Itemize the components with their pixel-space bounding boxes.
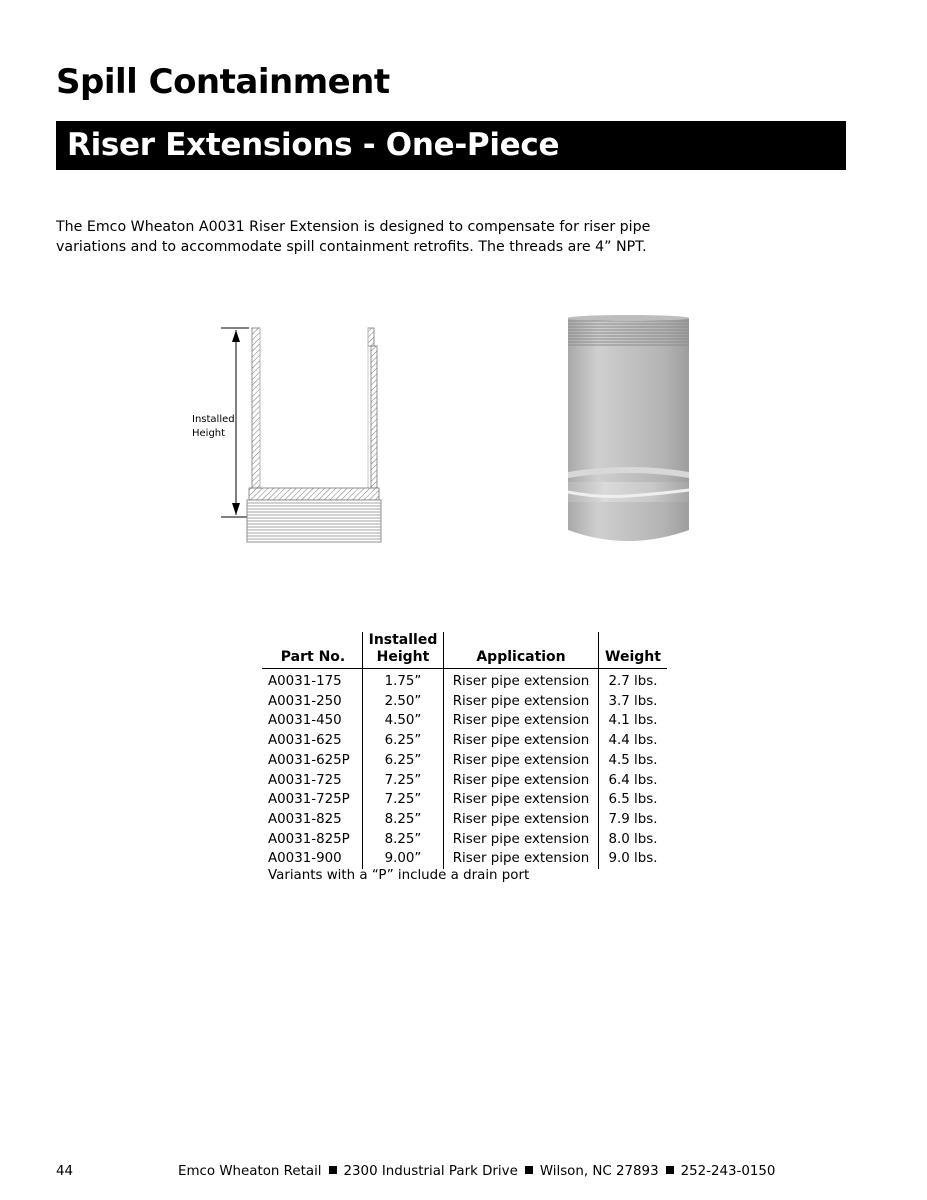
header-weight: Weight xyxy=(599,632,668,669)
installed-height: 6.25” xyxy=(363,751,444,771)
table-row xyxy=(262,849,667,869)
table-row xyxy=(262,830,667,850)
footer-street: 2300 Industrial Park Drive xyxy=(343,1164,518,1179)
table-row xyxy=(262,669,667,692)
header-application: Application xyxy=(444,632,599,669)
header-height-line-1: Installed xyxy=(368,632,438,648)
footer-city: Wilson, NC 27893 xyxy=(539,1164,659,1179)
part-no: A0031-825 xyxy=(268,811,342,827)
weight: 6.5 lbs. xyxy=(599,790,668,810)
part-no: A0031-175 xyxy=(268,674,342,689)
section-title: Spill Containment xyxy=(56,62,390,102)
application: Riser pipe extension xyxy=(444,849,599,869)
part-no: A0031-725P xyxy=(268,792,350,808)
installed-label: Installed xyxy=(192,414,235,425)
part-no: A0031-625 xyxy=(268,733,342,749)
drain-port-note: Variants with a “P” include a drain port xyxy=(268,868,530,883)
table-row xyxy=(262,790,667,810)
page-number: 44 xyxy=(56,1164,74,1179)
separator-square-icon xyxy=(666,1166,674,1174)
weight: 9.0 lbs. xyxy=(599,849,668,869)
footer-phone: 252-243-0150 xyxy=(680,1164,776,1179)
part-no: A0031-450 xyxy=(268,713,342,729)
installed-height: 4.50” xyxy=(363,711,444,731)
riser-photo xyxy=(548,312,708,552)
part-no: A0031-900 xyxy=(268,851,342,867)
riser-drawing xyxy=(185,322,385,547)
installed-height: 8.25” xyxy=(363,810,444,830)
application: Riser pipe extension xyxy=(444,810,599,830)
table-row xyxy=(262,751,667,771)
weight: 2.7 lbs. xyxy=(599,669,668,692)
application: Riser pipe extension xyxy=(444,771,599,791)
table-row xyxy=(262,711,667,731)
table-row xyxy=(262,771,667,791)
application: Riser pipe extension xyxy=(444,751,599,771)
weight: 3.7 lbs. xyxy=(599,692,668,712)
part-no: A0031-725 xyxy=(268,772,342,788)
application: Riser pipe extension xyxy=(444,731,599,751)
title-banner xyxy=(56,121,846,170)
installed-height: 8.25” xyxy=(363,830,444,850)
table-row xyxy=(262,692,667,712)
footer-address xyxy=(178,1164,775,1179)
header-installed-height xyxy=(363,632,444,669)
part-no: A0031-250 xyxy=(268,693,342,709)
table-header-row xyxy=(262,632,667,669)
header-height-line-2: Height xyxy=(376,649,430,665)
installed-height: 2.50” xyxy=(363,692,444,712)
application: Riser pipe extension xyxy=(444,790,599,810)
intro-line-2: variations and to accommodate spill containment retrofits. The threads are 4” NPT. xyxy=(56,239,647,255)
installed-height: 9.00” xyxy=(363,849,444,869)
weight: 7.9 lbs. xyxy=(599,810,668,830)
weight: 8.0 lbs. xyxy=(599,830,668,850)
header-part-no: Part No. xyxy=(262,632,363,669)
separator-square-icon xyxy=(329,1166,337,1174)
footer-company: Emco Wheaton Retail xyxy=(178,1164,322,1179)
application: Riser pipe extension xyxy=(444,830,599,850)
weight: 4.4 lbs. xyxy=(599,731,668,751)
application: Riser pipe extension xyxy=(444,711,599,731)
weight: 4.1 lbs. xyxy=(599,711,668,731)
part-no: A0031-825P xyxy=(268,831,350,847)
intro-paragraph xyxy=(56,217,676,257)
weight: 4.5 lbs. xyxy=(599,751,668,771)
intro-line-1: The Emco Wheaton A0031 Riser Extension is designed to compensate for riser pipe xyxy=(56,219,651,235)
installed-height: 7.25” xyxy=(363,771,444,791)
installed-height: 6.25” xyxy=(363,731,444,751)
installed-height: 1.75” xyxy=(363,669,444,692)
application: Riser pipe extension xyxy=(444,669,599,692)
banner-title: Riser Extensions - One-Piece xyxy=(67,127,560,163)
installed-height: 7.25” xyxy=(363,790,444,810)
table-row xyxy=(262,810,667,830)
part-no: A0031-625P xyxy=(268,752,350,768)
table-row xyxy=(262,731,667,751)
application: Riser pipe extension xyxy=(444,692,599,712)
separator-square-icon xyxy=(525,1166,533,1174)
spec-table xyxy=(262,632,667,869)
weight: 6.4 lbs. xyxy=(599,771,668,791)
height-label: Height xyxy=(192,428,226,439)
